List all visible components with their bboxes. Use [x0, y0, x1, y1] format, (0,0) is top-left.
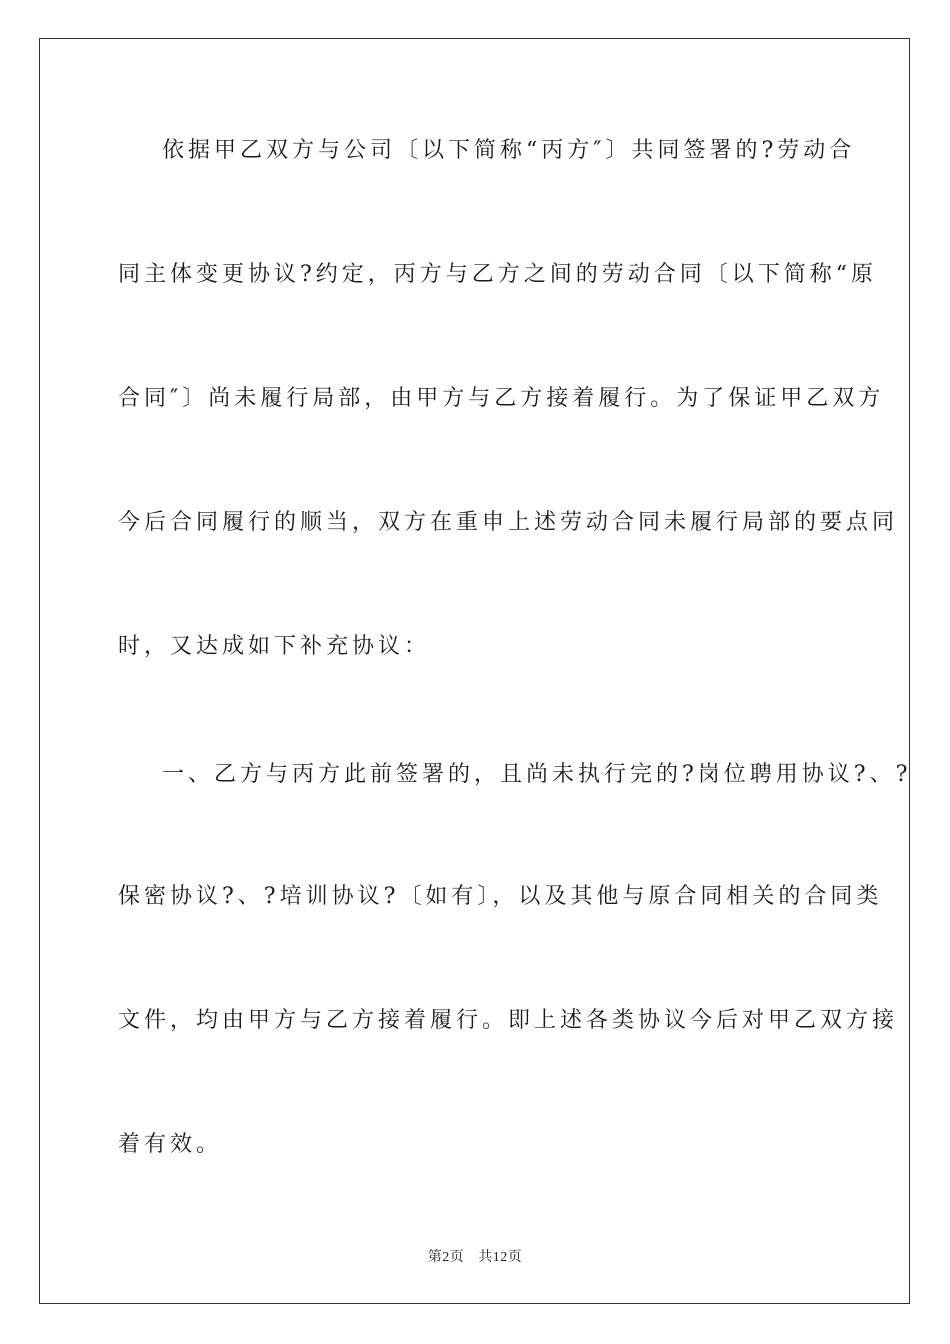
paragraph-line: 同主体变更协议?约定，丙方与乙方之间的劳动合同〔以下简称“原: [118, 262, 878, 287]
paragraph-line: 时，又达成如下补充协议：: [118, 634, 431, 659]
paragraph-line: 今后合同履行的顺当，双方在重申上述劳动合同未履行局部的要点同: [118, 510, 899, 535]
page-total: 共12页: [478, 1250, 523, 1265]
paragraph-line: 着有效。: [118, 1132, 223, 1157]
paragraph-line: 一、乙方与丙方此前签署的，且尚未执行完的?岗位聘用协议?、?: [162, 762, 912, 787]
paragraph-line: 保密协议?、?培训协议?〔如有〕，以及其他与原合同相关的合同类: [118, 884, 883, 909]
page-number: 第2页: [427, 1250, 465, 1265]
paragraph-line: 文件，均由甲方与乙方接着履行。即上述各类协议今后对甲乙双方接: [118, 1008, 899, 1033]
page-footer: [0, 1246, 950, 1266]
page-frame: [39, 38, 910, 1304]
paragraph-line: 合同″〕尚未履行局部，由甲方与乙方接着履行。为了保证甲乙双方: [118, 386, 885, 411]
paragraph-line: 依据甲乙双方与公司〔以下简称“丙方″〕共同签署的?劳动合: [162, 138, 856, 163]
